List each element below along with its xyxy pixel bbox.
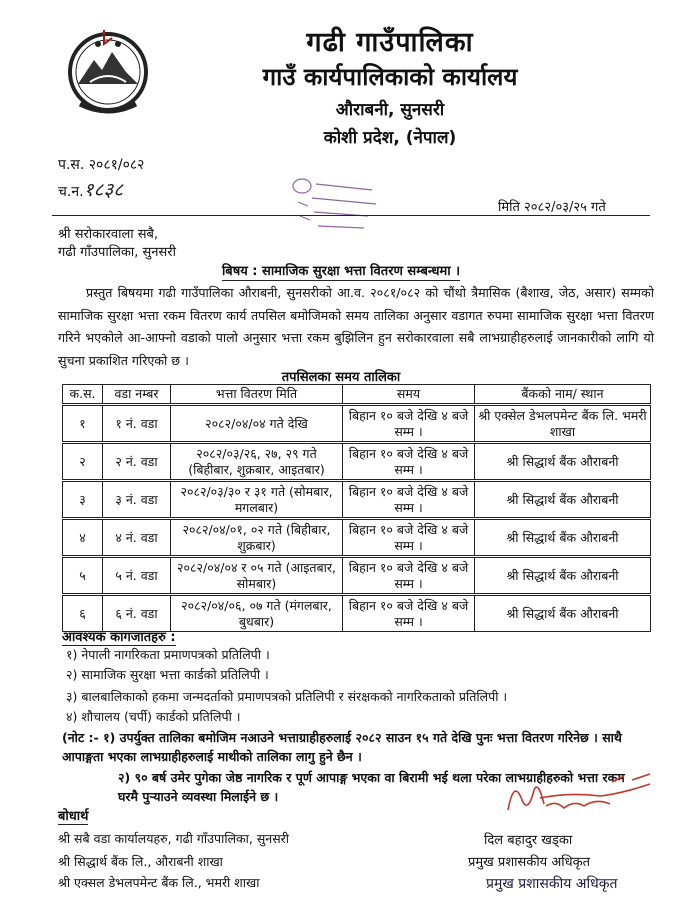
header-divider [52,215,650,216]
table-row [63,595,651,632]
table-row [63,405,651,443]
signatory-name: दिल बहादुर खड्का [484,833,573,848]
table-cell: २ नं. वडा [103,443,171,481]
table-header-cell: क.स. [63,385,103,405]
table-cell: श्री सिद्धार्थ बैंक औराबनी [475,557,651,595]
document-item: २) सामाजिक सुरक्षा भत्ता कार्डको प्रतिलिपी । [66,667,269,682]
table-cell: ४ नं. वडा [103,519,171,557]
table-cell: ६ नं. वडा [103,595,171,632]
table-cell: ५ [63,557,103,595]
table-cell: श्री सिद्धार्थ बैंक औराबनी [475,595,651,632]
addressee-line1: श्री सरोकारवाला सबै, [58,227,159,242]
cc-item: श्री एक्सल डेभलपमेन्ट बैंक लि., भमरी शाखा [58,875,260,890]
table-cell: २ [63,443,103,481]
reference-chn-number: १८३८ [83,179,124,201]
cc-item: श्री सिद्धार्थ बैंक लि., औराबनी शाखा [58,854,223,869]
table-cell: ४ [63,519,103,557]
table-cell: श्री सिद्धार्थ बैंक औराबनी [475,481,651,519]
nepal-emblem-icon [60,22,156,118]
table-cell: १ [63,405,103,443]
table-cell: बिहान १० बजे देखि ४ बजे सम्म । [343,443,475,481]
table-header-cell: समय [343,385,475,405]
table-cell: श्री सिद्धार्थ बैंक औराबनी [475,519,651,557]
cc-item: श्री सबै वडा कार्यालयहरु, गढी गाँउपालिका, सुनसरी [58,831,290,846]
office-stamp-icon [288,176,380,234]
table-cell: बिहान १० बजे देखि ४ बजे सम्म । [343,405,475,443]
table-cell: २०८२/०४/०४ र ०५ गते (आइतबार, सोमबार) [171,557,343,595]
table-cell: २०८२/०४/०४ गते देखि [171,405,343,443]
reference-ps: प.स. २०८१/०८२ [58,157,145,173]
table-row [63,481,651,519]
note-item-1: (नोट :- १) उपर्युक्त तालिका बमोजिम नआउने भत्ताग्राहीहरुलाई २०८२ साउन १५ गते देखि पुनः भत्ता वितरण गरिनेछ । साथै आपाङ्गता भएका लाभग्राहीहरुलाई माथीको तालिका लागु हुने छैन । [62,730,622,764]
table-cell: बिहान १० बजे देखि ४ बजे सम्म । [343,519,475,557]
letter-date: मिति २०८२/०३/२५ गते [498,200,606,215]
documents-heading [62,627,176,645]
table-cell: श्री एक्सेल डेभलपमेन्ट बैंक लि. भमरी शाखा [475,405,651,443]
table-header-cell: वडा नम्बर [103,385,171,405]
note-item-2: २) ९० बर्ष उमेर पुगेका जेष्ठ नागरिक र पूर्ण आपाङ्ग भएका वा बिरामी भई थला परेका लाभग्राहीहरुको भत्ता रकम घरमै पुऱ्याउने व्यवस्था मिलाईने छ । [118,770,625,804]
schedule-table [62,384,651,632]
table-header-cell: बैंकको नाम/ स्थान [475,385,651,405]
table-header-cell: भत्ता वितरण मिति [171,385,343,405]
table-cell: ३ नं. वडा [103,481,171,519]
notice-body: प्रस्तुत बिषयमा गढी गाउँपालिका औराबनी, सुनसरीको आ.व. २०८१/०८२ को चौंथो त्रैमासिक (बैशाख, जेठ, असार) सम्मको सामाजिक सुरक्षा भत्ता रकम वितरण कार्य तपसिल बमोजिमको समय तालिका अनुसार वडागत रुपमा सामाजिक सुरक्षा भत्ता वितरण गरिने भएकोले आ-आफ्नो वडाको पालो अनुसार भत्ता रकम बुझिलिन हुन सरोकारवाला सबै लाभग्राहीहरुलाई जानकारीको लागि यो सुचना प्रकाशित गरिएको छ । [58,285,654,368]
table-cell: बिहान १० बजे देखि ४ बजे सम्म । [343,481,475,519]
table-cell: २०८२/०४/०१, ०२ गते (बिहीबार, शुक्रबार) [171,519,343,557]
table-row [63,443,651,481]
table-cell: ५ नं. वडा [103,557,171,595]
office-subtitle: गाउँ कार्यपालिकाको कार्यालय [262,63,518,91]
subject-text: बिषय : सामाजिक सुरक्षा भत्ता वितरण सम्बन्धमा । [221,264,461,279]
document-item: ३) बालबालिकाको हकमा जन्मदर्ताको प्रमाणपत्रको प्रतिलिपी र संरक्षकको नागरिकताको प्रतिलिपी । [66,689,508,704]
document-item: १) नेपाली नागरिकता प्रमाणपत्रको प्रतिलिपी । [66,647,270,662]
documents-heading-text: आवश्यक कागजातहरु : [62,630,176,645]
table-cell: बिहान १० बजे देखि ४ बजे सम्म । [343,595,475,632]
addressee-line2: गढी गाँउपालिका, सुनसरी [58,245,176,260]
handwritten-signature-icon [500,770,660,820]
cc-heading [58,806,88,824]
reference-chn [58,176,123,202]
table-header-row [63,385,651,405]
table-row [63,519,651,557]
table-cell: ६ [63,595,103,632]
office-name: गढी गाउँपालिका [306,27,474,58]
signatory-stamp: प्रमुख प्रशासकीय अधिकृत [486,876,618,892]
office-province: कोशी प्रदेश, (नेपाल) [323,128,457,148]
table-cell: २०८२/०३/३० र ३१ गते (सोमबार, मगलबार) [171,481,343,519]
cc-heading-text: बोधार्थ [58,809,89,824]
schedule-title: तपसिलका समय तालिका [281,370,401,385]
reference-chn-label: च.न. [58,184,84,200]
table-cell: ३ [63,481,103,519]
table-cell: २०८२/०४/०६, ०७ गते (मंगलबार, बुधबार) [171,595,343,632]
office-location: औराबनी, सुनसरी [335,100,445,120]
table-cell: बिहान १० बजे देखि ४ बजे सम्म । [343,557,475,595]
signatory-title: प्रमुख प्रशासकीय अधिकृत [468,855,591,870]
table-row [63,557,651,595]
subject-line [0,261,682,279]
table-cell: २०८२/०३/२६, २७, २९ गते (बिहीबार, शुक्रबार, आइतबार) [171,443,343,481]
table-cell: श्री सिद्धार्थ बैंक औराबनी [475,443,651,481]
table-cell: १ नं. वडा [103,405,171,443]
document-item: ४) शौचालय (चर्पी) कार्डको प्रतिलिपी । [66,709,241,724]
